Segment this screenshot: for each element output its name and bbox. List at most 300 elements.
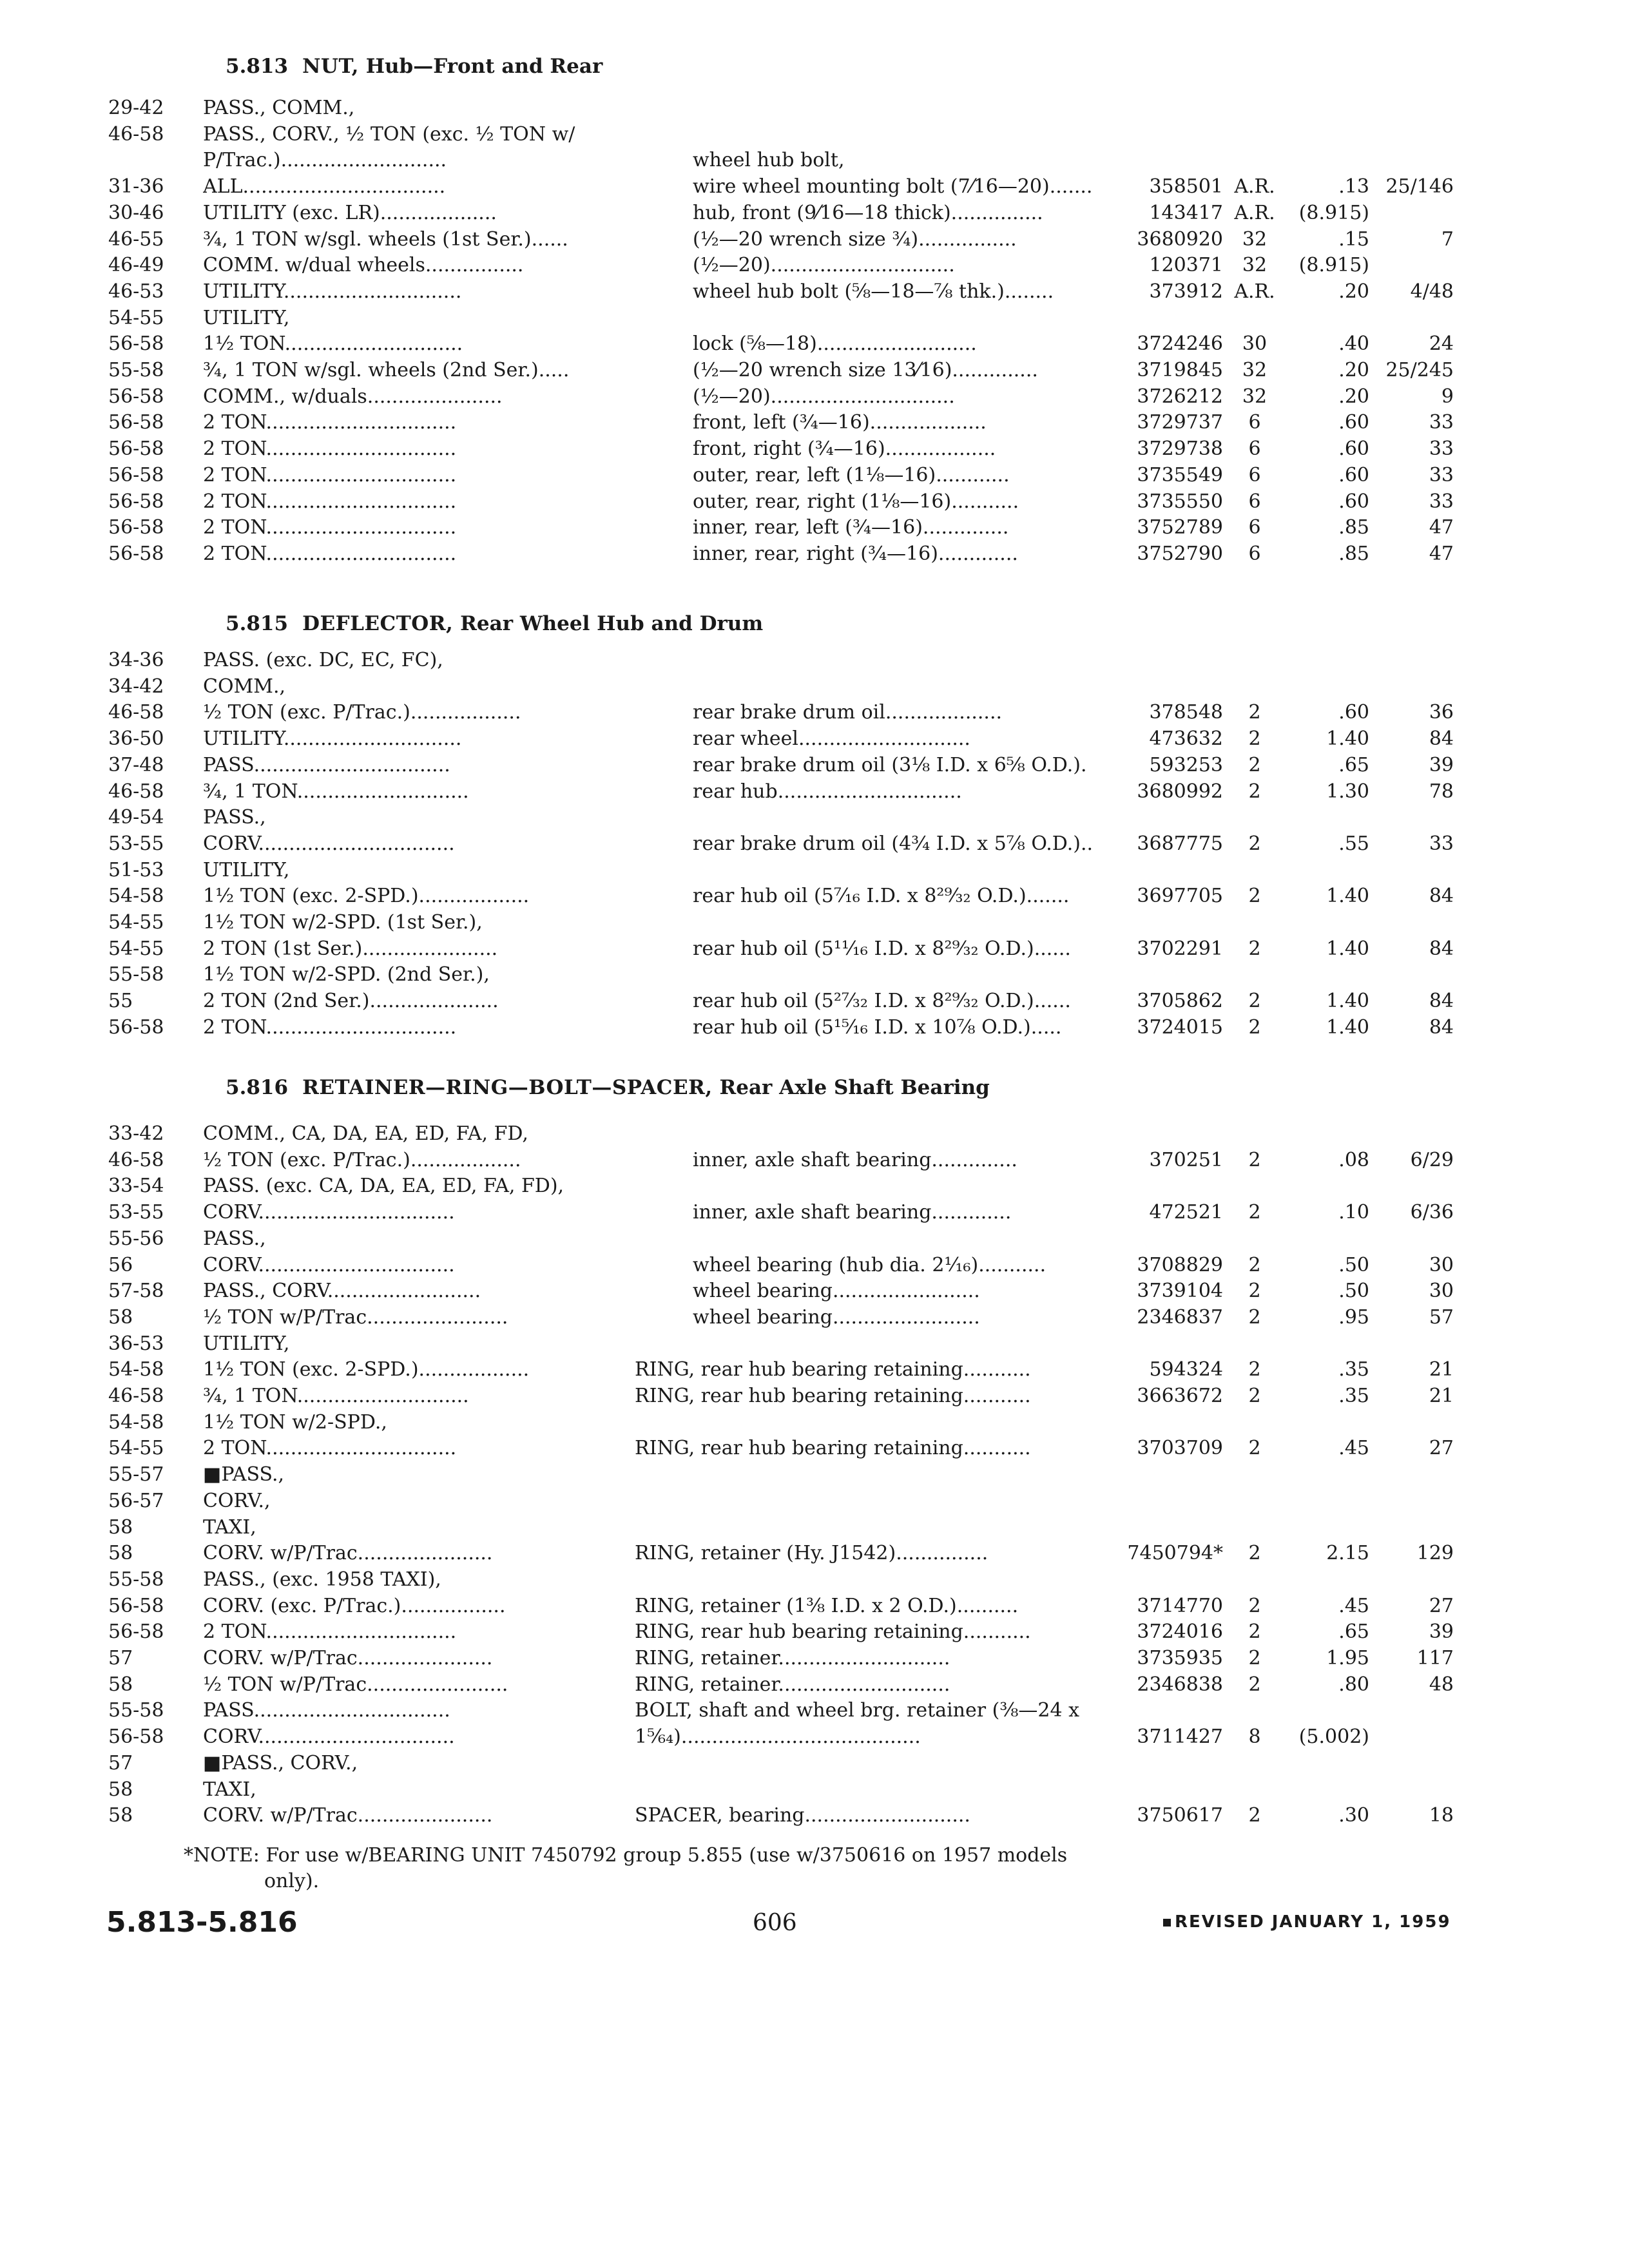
parts-row bbox=[0, 1462, 1629, 1488]
model-application: CORV. w/P/Trac...................... bbox=[203, 1804, 493, 1827]
price: .60 bbox=[1338, 490, 1369, 513]
quantity: 2 bbox=[1248, 1673, 1261, 1696]
part-number: 3752790 bbox=[1137, 542, 1223, 565]
model-application: PASS., COMM., bbox=[203, 97, 355, 119]
price: .60 bbox=[1338, 701, 1369, 724]
price: (5.002) bbox=[1298, 1725, 1369, 1749]
model-application: CORV., bbox=[203, 1489, 271, 1512]
page-ref: 21 bbox=[1429, 1358, 1454, 1381]
page-ref: 30 bbox=[1429, 1253, 1454, 1276]
part-number: 2346837 bbox=[1137, 1305, 1223, 1329]
model-application: P/Trac.)........................... bbox=[203, 149, 447, 172]
part-number: 3714770 bbox=[1137, 1594, 1223, 1617]
price: .20 bbox=[1338, 385, 1369, 408]
price: 1.95 bbox=[1326, 1647, 1369, 1669]
model-years: 55-58 bbox=[108, 1568, 164, 1591]
page-ref: 117 bbox=[1416, 1647, 1454, 1669]
model-application: COMM., w/duals...................... bbox=[203, 385, 503, 408]
model-years: 58 bbox=[108, 1305, 133, 1329]
quantity: 2 bbox=[1248, 1148, 1261, 1171]
parts-row bbox=[0, 331, 1629, 357]
model-application: ALL................................. bbox=[203, 175, 446, 198]
quantity: 2 bbox=[1248, 832, 1261, 855]
parts-row bbox=[0, 831, 1629, 857]
model-years: 55-58 bbox=[108, 1699, 164, 1722]
part-description: wheel bearing........................ bbox=[693, 1305, 980, 1329]
part-number: 7450794* bbox=[1127, 1542, 1223, 1565]
model-years: 58 bbox=[108, 1778, 133, 1801]
model-years: 58 bbox=[108, 1515, 133, 1539]
price: .55 bbox=[1338, 832, 1369, 855]
part-description: wheel hub bolt (⅝—18—⅞ thk.)........ bbox=[693, 280, 1054, 303]
page-ref: 4/48 bbox=[1410, 280, 1454, 303]
model-years: 56-58 bbox=[108, 490, 164, 513]
parts-row bbox=[0, 962, 1629, 988]
part-number: 3735935 bbox=[1137, 1647, 1223, 1669]
model-years: 58 bbox=[108, 1804, 133, 1827]
quantity: 2 bbox=[1248, 1385, 1261, 1407]
revised-date bbox=[1163, 1912, 1451, 1932]
model-application: CORV................................ bbox=[203, 1725, 455, 1749]
page-ref: 24 bbox=[1429, 332, 1454, 356]
quantity: 6 bbox=[1248, 463, 1261, 486]
model-application: COMM., CA, DA, EA, ED, FA, FD, bbox=[203, 1122, 528, 1145]
price: .85 bbox=[1338, 516, 1369, 539]
model-years: 46-53 bbox=[108, 280, 164, 303]
quantity: 2 bbox=[1248, 1620, 1261, 1644]
page-ref: 33 bbox=[1429, 411, 1454, 434]
parts-row bbox=[0, 1383, 1629, 1409]
model-years: 54-55 bbox=[108, 306, 164, 329]
model-years: 56-58 bbox=[108, 516, 164, 539]
model-years: 55-57 bbox=[108, 1463, 164, 1486]
part-description: lock (⅝—18).......................... bbox=[693, 332, 977, 356]
model-application: ½ TON w/P/Trac....................... bbox=[203, 1305, 508, 1329]
section-title-main: DEFLECTOR, bbox=[302, 612, 454, 635]
part-description: RING, rear hub bearing retaining........... bbox=[635, 1385, 1031, 1407]
model-years: 56 bbox=[108, 1253, 133, 1276]
model-years: 46-58 bbox=[108, 780, 164, 803]
part-description: hub, front (9⁄16—18 thick)............... bbox=[693, 201, 1043, 224]
parts-row bbox=[0, 1121, 1629, 1147]
part-description: RING, retainer............................ bbox=[635, 1647, 950, 1669]
page-ref: 57 bbox=[1429, 1305, 1454, 1329]
part-number: 2346838 bbox=[1137, 1673, 1223, 1696]
model-years: 46-58 bbox=[108, 1385, 164, 1407]
part-description: rear hub oil (5¹¹⁄₁₆ I.D. x 8²⁹⁄₃₂ O.D.)...... bbox=[693, 937, 1071, 960]
part-description: (½—20 wrench size ¾)................ bbox=[693, 227, 1017, 251]
part-description: inner, axle shaft bearing............. bbox=[693, 1201, 1012, 1224]
part-number: 3752789 bbox=[1137, 516, 1223, 539]
part-number: 594324 bbox=[1149, 1358, 1223, 1381]
price: .60 bbox=[1338, 437, 1369, 461]
quantity: 2 bbox=[1248, 885, 1261, 908]
model-years: 56-57 bbox=[108, 1489, 164, 1512]
part-description: (½—20).............................. bbox=[693, 254, 955, 277]
price: .35 bbox=[1338, 1385, 1369, 1407]
part-number: 3663672 bbox=[1137, 1385, 1223, 1407]
part-description: BOLT, shaft and wheel brg. retainer (⅜—24 x bbox=[635, 1699, 1080, 1722]
part-description: wire wheel mounting bolt (7⁄16—20)....... bbox=[693, 175, 1093, 198]
parts-row bbox=[0, 1777, 1629, 1803]
parts-row bbox=[0, 1253, 1629, 1278]
part-number: 120371 bbox=[1149, 254, 1223, 277]
parts-row bbox=[0, 1803, 1629, 1829]
part-number: 3697705 bbox=[1137, 885, 1223, 908]
parts-row bbox=[0, 1646, 1629, 1671]
revision-marker-icon bbox=[1163, 1919, 1171, 1927]
price: (8.915) bbox=[1298, 254, 1369, 277]
model-years: 56-58 bbox=[108, 463, 164, 486]
parts-row bbox=[0, 1541, 1629, 1566]
part-number: 143417 bbox=[1149, 201, 1223, 224]
parts-row bbox=[0, 1200, 1629, 1225]
model-years: 58 bbox=[108, 1673, 133, 1696]
part-number: 358501 bbox=[1149, 175, 1223, 198]
part-number: 3726212 bbox=[1137, 385, 1223, 408]
page-ref: 33 bbox=[1429, 437, 1454, 461]
price: .45 bbox=[1338, 1594, 1369, 1617]
model-application: PASS., CORV......................... bbox=[203, 1280, 481, 1303]
footnote-line-2: only). bbox=[264, 1870, 320, 1892]
part-number: 3750617 bbox=[1137, 1804, 1223, 1827]
section-header bbox=[226, 612, 763, 635]
quantity: 6 bbox=[1248, 516, 1261, 539]
page-ref: 84 bbox=[1429, 885, 1454, 908]
part-description: (½—20 wrench size 13⁄16).............. bbox=[693, 359, 1038, 381]
part-description: rear hub.............................. bbox=[693, 780, 962, 803]
quantity: 30 bbox=[1242, 332, 1268, 356]
parts-row bbox=[0, 436, 1629, 462]
quantity: 2 bbox=[1248, 990, 1261, 1013]
section-number: 5.813 bbox=[226, 55, 289, 78]
model-application: 2 TON (1st Ser.)...................... bbox=[203, 937, 498, 960]
part-description: rear brake drum oil (4¾ I.D. x 5⅞ O.D.).. bbox=[693, 832, 1094, 855]
parts-row bbox=[0, 1724, 1629, 1750]
part-description: wheel hub bolt, bbox=[693, 149, 845, 172]
price: .15 bbox=[1338, 227, 1369, 251]
model-application: PASS................................ bbox=[203, 753, 450, 776]
model-years: 55-56 bbox=[108, 1227, 164, 1250]
model-years: 56-58 bbox=[108, 385, 164, 408]
page-footer bbox=[0, 1906, 1629, 1945]
parts-row bbox=[0, 883, 1629, 909]
price: 1.40 bbox=[1326, 937, 1369, 960]
parts-row bbox=[0, 174, 1629, 200]
quantity: A.R. bbox=[1234, 280, 1275, 303]
part-description: 1⁵⁄₆₄)....................................... bbox=[635, 1725, 921, 1749]
section-title-sub: Rear Axle Shaft Bearing bbox=[712, 1076, 990, 1099]
quantity: 2 bbox=[1248, 937, 1261, 960]
model-application: PASS., (exc. 1958 TAXI), bbox=[203, 1568, 441, 1591]
part-description: RING, rear hub bearing retaining........... bbox=[635, 1620, 1031, 1644]
page-ref: 84 bbox=[1429, 1015, 1454, 1039]
model-years: 46-58 bbox=[108, 122, 164, 146]
parts-row bbox=[0, 1278, 1629, 1304]
page-ref: 47 bbox=[1429, 516, 1454, 539]
parts-row bbox=[0, 279, 1629, 305]
model-years: 56-58 bbox=[108, 1015, 164, 1039]
price: .50 bbox=[1338, 1280, 1369, 1303]
parts-row bbox=[0, 753, 1629, 778]
section-number: 5.816 bbox=[226, 1076, 289, 1099]
quantity: 2 bbox=[1248, 1358, 1261, 1381]
parts-row bbox=[0, 805, 1629, 831]
page-ref: 25/146 bbox=[1385, 175, 1454, 198]
model-application: ¾, 1 TON w/sgl. wheels (1st Ser.)...... bbox=[203, 227, 568, 251]
page-ref: 84 bbox=[1429, 937, 1454, 960]
part-number: 3703709 bbox=[1137, 1437, 1223, 1460]
price: .65 bbox=[1338, 753, 1369, 776]
model-application: 2 TON............................... bbox=[203, 437, 457, 461]
parts-row bbox=[0, 148, 1629, 173]
parts-row bbox=[0, 1015, 1629, 1041]
part-number: 473632 bbox=[1149, 727, 1223, 751]
page-number: 606 bbox=[753, 1910, 797, 1936]
quantity: 2 bbox=[1248, 1804, 1261, 1827]
model-years: 33-42 bbox=[108, 1122, 164, 1145]
price: .45 bbox=[1338, 1437, 1369, 1460]
model-years: 36-50 bbox=[108, 727, 164, 751]
part-number: 3719845 bbox=[1137, 359, 1223, 381]
part-number: 3729737 bbox=[1137, 411, 1223, 434]
model-years: 37-48 bbox=[108, 753, 164, 776]
quantity: 6 bbox=[1248, 490, 1261, 513]
quantity: 2 bbox=[1248, 727, 1261, 751]
model-years: 54-55 bbox=[108, 911, 164, 934]
page-ref: 129 bbox=[1416, 1542, 1454, 1565]
model-years: 53-55 bbox=[108, 832, 164, 855]
model-application: 2 TON............................... bbox=[203, 516, 457, 539]
page-ref: 27 bbox=[1429, 1594, 1454, 1617]
quantity: 2 bbox=[1248, 1437, 1261, 1460]
part-description: rear wheel............................ bbox=[693, 727, 970, 751]
model-application: ■PASS., CORV., bbox=[203, 1751, 358, 1774]
part-number: 3724015 bbox=[1137, 1015, 1223, 1039]
model-application: 1½ TON w/2-SPD. (1st Ser.), bbox=[203, 911, 483, 934]
model-years: 55 bbox=[108, 990, 133, 1013]
model-application: 1½ TON (exc. 2-SPD.).................. bbox=[203, 885, 530, 908]
quantity: A.R. bbox=[1234, 175, 1275, 198]
model-application: UTILITY, bbox=[203, 858, 290, 881]
part-description: front, right (¾—16).................. bbox=[693, 437, 996, 461]
model-years: 54-58 bbox=[108, 1410, 164, 1434]
model-years: 34-42 bbox=[108, 675, 164, 698]
model-application: CORV................................ bbox=[203, 1253, 455, 1276]
parts-row bbox=[0, 1672, 1629, 1698]
part-number: 3735550 bbox=[1137, 490, 1223, 513]
part-number: 593253 bbox=[1149, 753, 1223, 776]
model-years: 56-58 bbox=[108, 332, 164, 356]
parts-row bbox=[0, 1410, 1629, 1436]
parts-row bbox=[0, 515, 1629, 541]
quantity: 6 bbox=[1248, 437, 1261, 461]
model-application: CORV. w/P/Trac...................... bbox=[203, 1647, 493, 1669]
part-description: rear hub oil (5¹⁵⁄₁₆ I.D. x 10⅞ O.D.)..... bbox=[693, 1015, 1062, 1039]
model-application: 2 TON............................... bbox=[203, 411, 457, 434]
quantity: 2 bbox=[1248, 1201, 1261, 1224]
parts-row bbox=[0, 1515, 1629, 1541]
price: 2.15 bbox=[1326, 1542, 1369, 1565]
price: (8.915) bbox=[1298, 201, 1369, 224]
model-years: 29-42 bbox=[108, 97, 164, 119]
page-ref: 27 bbox=[1429, 1437, 1454, 1460]
parts-row bbox=[0, 1148, 1629, 1173]
part-description: front, left (¾—16)................... bbox=[693, 411, 987, 434]
quantity: 2 bbox=[1248, 701, 1261, 724]
quantity: 2 bbox=[1248, 1594, 1261, 1617]
price: .35 bbox=[1338, 1358, 1369, 1381]
model-years: 49-54 bbox=[108, 806, 164, 829]
group-range: 5.813-5.816 bbox=[106, 1906, 298, 1939]
quantity: 2 bbox=[1248, 780, 1261, 803]
quantity: 2 bbox=[1248, 753, 1261, 776]
quantity: 6 bbox=[1248, 411, 1261, 434]
page-ref: 84 bbox=[1429, 990, 1454, 1013]
part-number: 3724016 bbox=[1137, 1620, 1223, 1644]
model-application: CORV................................ bbox=[203, 1201, 455, 1224]
model-years: 46-55 bbox=[108, 227, 164, 251]
model-years: 36-53 bbox=[108, 1332, 164, 1355]
model-years: 57-58 bbox=[108, 1280, 164, 1303]
part-description: inner, rear, left (¾—16).............. bbox=[693, 516, 1009, 539]
price: .13 bbox=[1338, 175, 1369, 198]
model-application: PASS................................ bbox=[203, 1699, 450, 1722]
parts-row bbox=[0, 1173, 1629, 1199]
part-description: RING, retainer (Hy. J1542)............... bbox=[635, 1542, 988, 1565]
model-years: 57 bbox=[108, 1751, 133, 1774]
model-years: 55-58 bbox=[108, 359, 164, 381]
part-number: 3687775 bbox=[1137, 832, 1223, 855]
model-application: ¾, 1 TON w/sgl. wheels (2nd Ser.)..... bbox=[203, 359, 570, 381]
page-ref: 33 bbox=[1429, 463, 1454, 486]
page-ref: 36 bbox=[1429, 701, 1454, 724]
model-years: 56-58 bbox=[108, 1620, 164, 1644]
model-years: 34-36 bbox=[108, 649, 164, 671]
parts-row bbox=[0, 988, 1629, 1014]
model-years: 56-58 bbox=[108, 1594, 164, 1617]
model-application: CORV. (exc. P/Trac.)................. bbox=[203, 1594, 506, 1617]
model-application: ■PASS., bbox=[203, 1463, 285, 1486]
model-years: 58 bbox=[108, 1542, 133, 1565]
part-description: RING, rear hub bearing retaining........... bbox=[635, 1358, 1031, 1381]
part-description: rear hub oil (5⁷⁄₁₆ I.D. x 8²⁹⁄₃₂ O.D.)....... bbox=[693, 885, 1070, 908]
part-description: outer, rear, left (1⅛—16)............ bbox=[693, 463, 1010, 486]
page-ref: 33 bbox=[1429, 832, 1454, 855]
model-application: CORV. w/P/Trac...................... bbox=[203, 1542, 493, 1565]
part-number: 378548 bbox=[1149, 701, 1223, 724]
parts-row bbox=[0, 910, 1629, 936]
model-application: 1½ TON (exc. 2-SPD.).................. bbox=[203, 1358, 530, 1381]
model-years: 57 bbox=[108, 1647, 133, 1669]
model-application: CORV................................ bbox=[203, 832, 455, 855]
quantity: 2 bbox=[1248, 1253, 1261, 1276]
model-years: 54-58 bbox=[108, 885, 164, 908]
model-application: TAXI, bbox=[203, 1515, 256, 1539]
quantity: 2 bbox=[1248, 1305, 1261, 1329]
parts-row bbox=[0, 1488, 1629, 1514]
model-application: PASS., bbox=[203, 1227, 266, 1250]
parts-row bbox=[0, 1619, 1629, 1645]
parts-row bbox=[0, 384, 1629, 410]
price: .60 bbox=[1338, 411, 1369, 434]
model-years: 54-55 bbox=[108, 937, 164, 960]
part-description: RING, retainer (1⅜ I.D. x 2 O.D.).......... bbox=[635, 1594, 1019, 1617]
part-number: 3729738 bbox=[1137, 437, 1223, 461]
model-application: 2 TON............................... bbox=[203, 542, 457, 565]
model-application: ¾, 1 TON............................ bbox=[203, 780, 469, 803]
parts-row bbox=[0, 1357, 1629, 1383]
part-number: 370251 bbox=[1149, 1148, 1223, 1171]
page-ref: 9 bbox=[1441, 385, 1454, 408]
quantity: 32 bbox=[1242, 359, 1268, 381]
model-years: 46-58 bbox=[108, 701, 164, 724]
section-header bbox=[226, 1076, 990, 1099]
model-years: 31-36 bbox=[108, 175, 164, 198]
page-ref: 78 bbox=[1429, 780, 1454, 803]
price: .08 bbox=[1338, 1148, 1369, 1171]
footnote-line-1: *NOTE: For use w/BEARING UNIT 7450792 group 5.855 (use w/3750616 on 1957 models bbox=[184, 1844, 1068, 1867]
price: .20 bbox=[1338, 359, 1369, 381]
price: 1.40 bbox=[1326, 1015, 1369, 1039]
model-application: UTILITY, bbox=[203, 306, 290, 329]
model-application: ½ TON w/P/Trac....................... bbox=[203, 1673, 508, 1696]
parts-row bbox=[0, 410, 1629, 436]
part-description: rear brake drum oil (3⅛ I.D. x 6⅝ O.D.). bbox=[693, 753, 1087, 776]
page-ref: 30 bbox=[1429, 1280, 1454, 1303]
part-description: rear brake drum oil................... bbox=[693, 701, 1003, 724]
price: 1.40 bbox=[1326, 990, 1369, 1013]
parts-row bbox=[0, 1226, 1629, 1252]
model-application: PASS., bbox=[203, 806, 266, 829]
parts-row bbox=[0, 122, 1629, 148]
parts-row bbox=[0, 700, 1629, 726]
revised-text: REVISED JANUARY 1, 1959 bbox=[1175, 1912, 1451, 1932]
page-ref: 25/245 bbox=[1385, 359, 1454, 381]
model-years: 55-58 bbox=[108, 963, 164, 986]
part-number: 3711427 bbox=[1137, 1725, 1223, 1749]
page-ref: 39 bbox=[1429, 1620, 1454, 1644]
page-ref: 33 bbox=[1429, 490, 1454, 513]
price: .65 bbox=[1338, 1620, 1369, 1644]
part-description: RING, retainer............................ bbox=[635, 1673, 950, 1696]
quantity: 32 bbox=[1242, 254, 1268, 277]
page-ref: 48 bbox=[1429, 1673, 1454, 1696]
quantity: A.R. bbox=[1234, 201, 1275, 224]
footnote bbox=[184, 1843, 1124, 1894]
page-ref: 84 bbox=[1429, 727, 1454, 751]
model-application: 1½ TON............................. bbox=[203, 332, 463, 356]
model-years: 46-58 bbox=[108, 1148, 164, 1171]
part-description: outer, rear, right (1⅛—16)........... bbox=[693, 490, 1019, 513]
page-ref: 21 bbox=[1429, 1385, 1454, 1407]
parts-row bbox=[0, 1698, 1629, 1724]
page-ref: 18 bbox=[1429, 1804, 1454, 1827]
part-description: wheel bearing........................ bbox=[693, 1280, 980, 1303]
model-application: 2 TON............................... bbox=[203, 490, 457, 513]
parts-row bbox=[0, 858, 1629, 883]
model-application: 2 TON (2nd Ser.)..................... bbox=[203, 990, 499, 1013]
model-application: UTILITY............................. bbox=[203, 280, 462, 303]
model-years: 33-54 bbox=[108, 1175, 164, 1198]
model-years: 56-58 bbox=[108, 437, 164, 461]
parts-row bbox=[0, 1436, 1629, 1461]
quantity: 8 bbox=[1248, 1725, 1261, 1749]
quantity: 2 bbox=[1248, 1280, 1261, 1303]
parts-row bbox=[0, 253, 1629, 278]
model-application: 1½ TON w/2-SPD. (2nd Ser.), bbox=[203, 963, 490, 986]
part-description: inner, rear, right (¾—16)............. bbox=[693, 542, 1018, 565]
